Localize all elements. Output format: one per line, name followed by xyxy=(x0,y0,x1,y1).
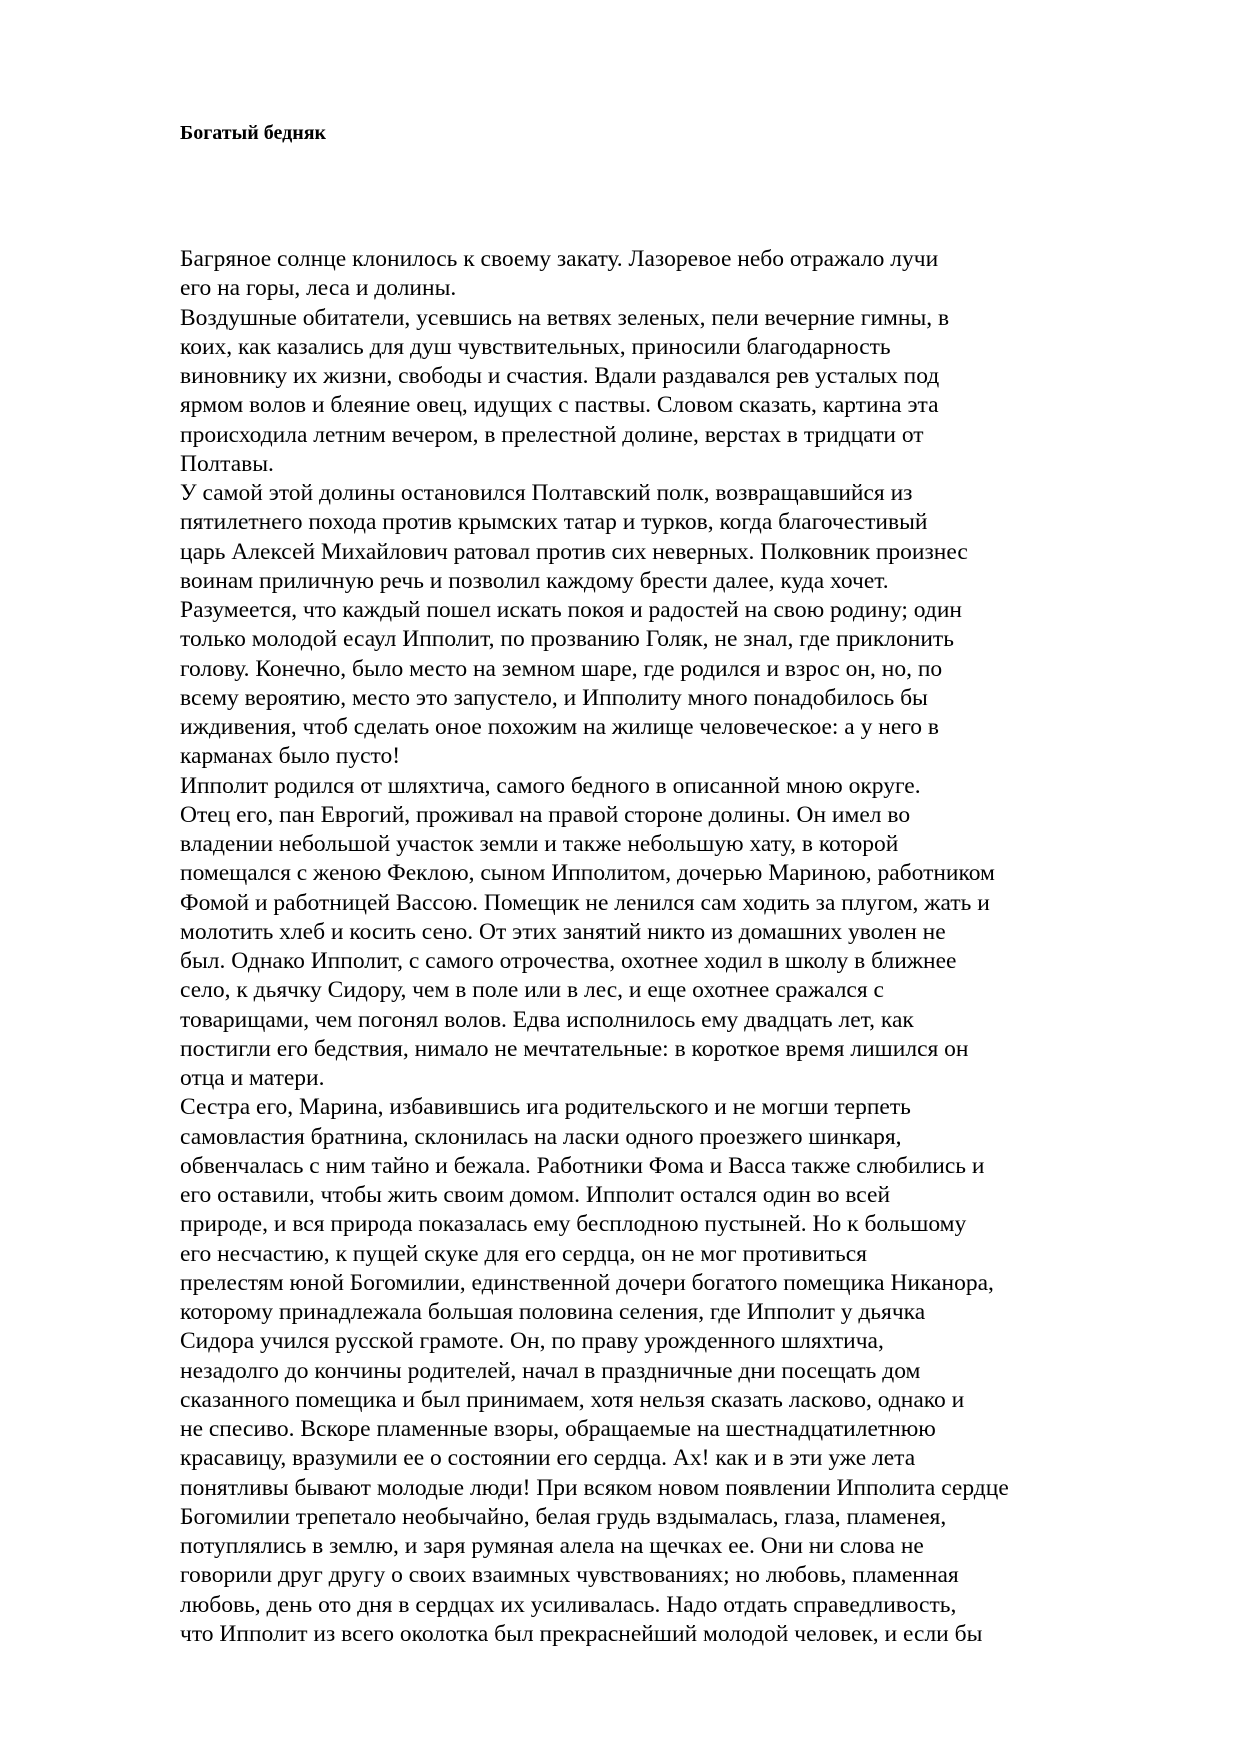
text-line: которому принадлежала большая половина селения, где Ипполит у дьячка xyxy=(180,1299,926,1325)
text-line: помещался с женою Феклою, сыном Ипполитом, дочерью Мариною, работником xyxy=(180,860,995,887)
text-line: ярмом волов и блеяние овец, идущих с паствы. Словом сказать, картина эта xyxy=(180,392,939,419)
text-line: Полтавы. xyxy=(180,450,274,477)
text-line: Воздушные обитатели, усевшись на ветвях зеленых, пели вечерние гимны, в xyxy=(180,304,950,331)
text-line: сказанного помещика и был принимаем, хотя нельзя сказать ласково, однако и xyxy=(180,1386,965,1413)
document-title: Богатый бедняк xyxy=(180,122,327,144)
text-line: Фомой и работницей Вассою. Помещик не ленился сам ходить за плугом, жать и xyxy=(180,889,990,916)
text-line: коих, как казались для душ чувствительных, приносили благодарность xyxy=(180,333,891,360)
text-line: природе, и вся природа показалась ему бесплодною пустыней. Но к большому xyxy=(180,1211,967,1238)
text-line: пятилетнего похода против крымских татар и турков, когда благочестивый xyxy=(180,509,928,536)
text-line: Отец его, пан Еврогий, проживал на правой стороне долины. Он имел во xyxy=(180,801,911,828)
text-line: молотить хлеб и косить сено. От этих занятий никто из домашних уволен не xyxy=(180,918,946,945)
text-line: происходила летним вечером, в прелестной долине, верстах в тридцати от xyxy=(180,421,924,448)
text-line: незадолго до кончины родителей, начал в праздничные дни посещать дом xyxy=(180,1357,921,1384)
text-line: отца и матери. xyxy=(180,1065,325,1091)
text-line: любовь, день ото дня в сердцах их усиливалась. Надо отдать справедливость, xyxy=(180,1591,957,1618)
text-line: Сестра его, Марина, избавившись ига родительского и не могши терпеть xyxy=(180,1094,911,1121)
text-line: прелестям юной Богомилии, единственной дочери богатого помещика Никанора, xyxy=(180,1269,994,1296)
text-line: Ипполит родился от шляхтича, самого бедного в описанной мною округе. xyxy=(180,772,921,799)
text-line: его несчастию, к пущей скуке для его сердца, он не мог противиться xyxy=(180,1240,867,1267)
text-line: самовластия братнина, склонилась на ласки одного проезжего шинкаря, xyxy=(180,1123,902,1150)
text-line: виновнику их жизни, свободы и счастия. Вдали раздавался рев усталых под xyxy=(180,363,940,389)
text-line: иждивения, чтоб сделать оное похожим на жилище человеческое: а у него в xyxy=(180,714,940,740)
text-line: потуплялись в землю, и заря румяная алела на щечках ее. Они ни слова не xyxy=(180,1533,924,1559)
text-line: не спесиво. Вскоре пламенные взоры, обращаемые на шестнадцатилетнюю xyxy=(180,1416,936,1442)
text-line: красавицу, вразумили ее о состоянии его сердца. Ах! как и в эти уже лета xyxy=(180,1445,916,1472)
text-line: село, к дьячку Сидору, чем в поле или в лес, и еще охотнее сражался с xyxy=(180,977,884,1004)
text-line: что Ипполит из всего околотка был прекраснейший молодой человек, и если бы xyxy=(180,1620,983,1647)
text-line: постигли его бедствия, нимало не мечтательные: в короткое время лишился он xyxy=(180,1035,969,1062)
text-line: карманах было пусто! xyxy=(180,743,401,770)
document-body xyxy=(180,245,1180,1649)
text-line: владении небольшой участок земли и также небольшую хату, в которой xyxy=(180,831,899,857)
text-line: У самой этой долины остановился Полтавский полк, возвращавшийся из xyxy=(180,480,913,506)
text-line: воинам приличную речь и позволил каждому брести далее, куда хочет. xyxy=(180,567,889,594)
text-line: царь Алексей Михайлович ратовал против сих неверных. Полковник произнес xyxy=(180,538,968,565)
text-line: был. Однако Ипполит, с самого отрочества, охотнее ходил в школу в ближнее xyxy=(180,948,957,974)
text-line: говорили друг другу о своих взаимных чувствованиях; но любовь, пламенная xyxy=(180,1562,959,1589)
text-line: его на горы, леса и долины. xyxy=(180,275,457,302)
text-line: Сидора учился русской грамоте. Он, по праву урожденного шляхтича, xyxy=(180,1328,884,1355)
text-line: его оставили, чтобы жить своим домом. Ипполит остался один во всей xyxy=(180,1182,891,1208)
text-line: только молодой есаул Ипполит, по прозванию Голяк, не знал, где приклонить xyxy=(180,626,954,653)
text-line: Богомилии трепетало необычайно, белая грудь вздымалась, глаза, пламенея, xyxy=(180,1503,947,1530)
text-line: обвенчалась с ним тайно и бежала. Работники Фома и Васса также слюбились и xyxy=(180,1152,985,1179)
text-line: товарищами, чем погонял волов. Едва исполнилось ему двадцать лет, как xyxy=(180,1006,914,1033)
text-line: понятливы бывают молодые люди! При всяком новом появлении Ипполита сердце xyxy=(180,1474,1009,1501)
text-line: всему вероятию, место это запустело, и Ипполиту много понадобилось бы xyxy=(180,684,928,711)
text-line: Разумеется, что каждый пошел искать покоя и радостей на свою родину; один xyxy=(180,597,962,623)
text-line: голову. Конечно, было место на земном шаре, где родился и взрос он, но, по xyxy=(180,655,943,682)
text-line: Багряное солнце клонилось к своему закату. Лазоревое небо отражало лучи xyxy=(180,246,939,272)
